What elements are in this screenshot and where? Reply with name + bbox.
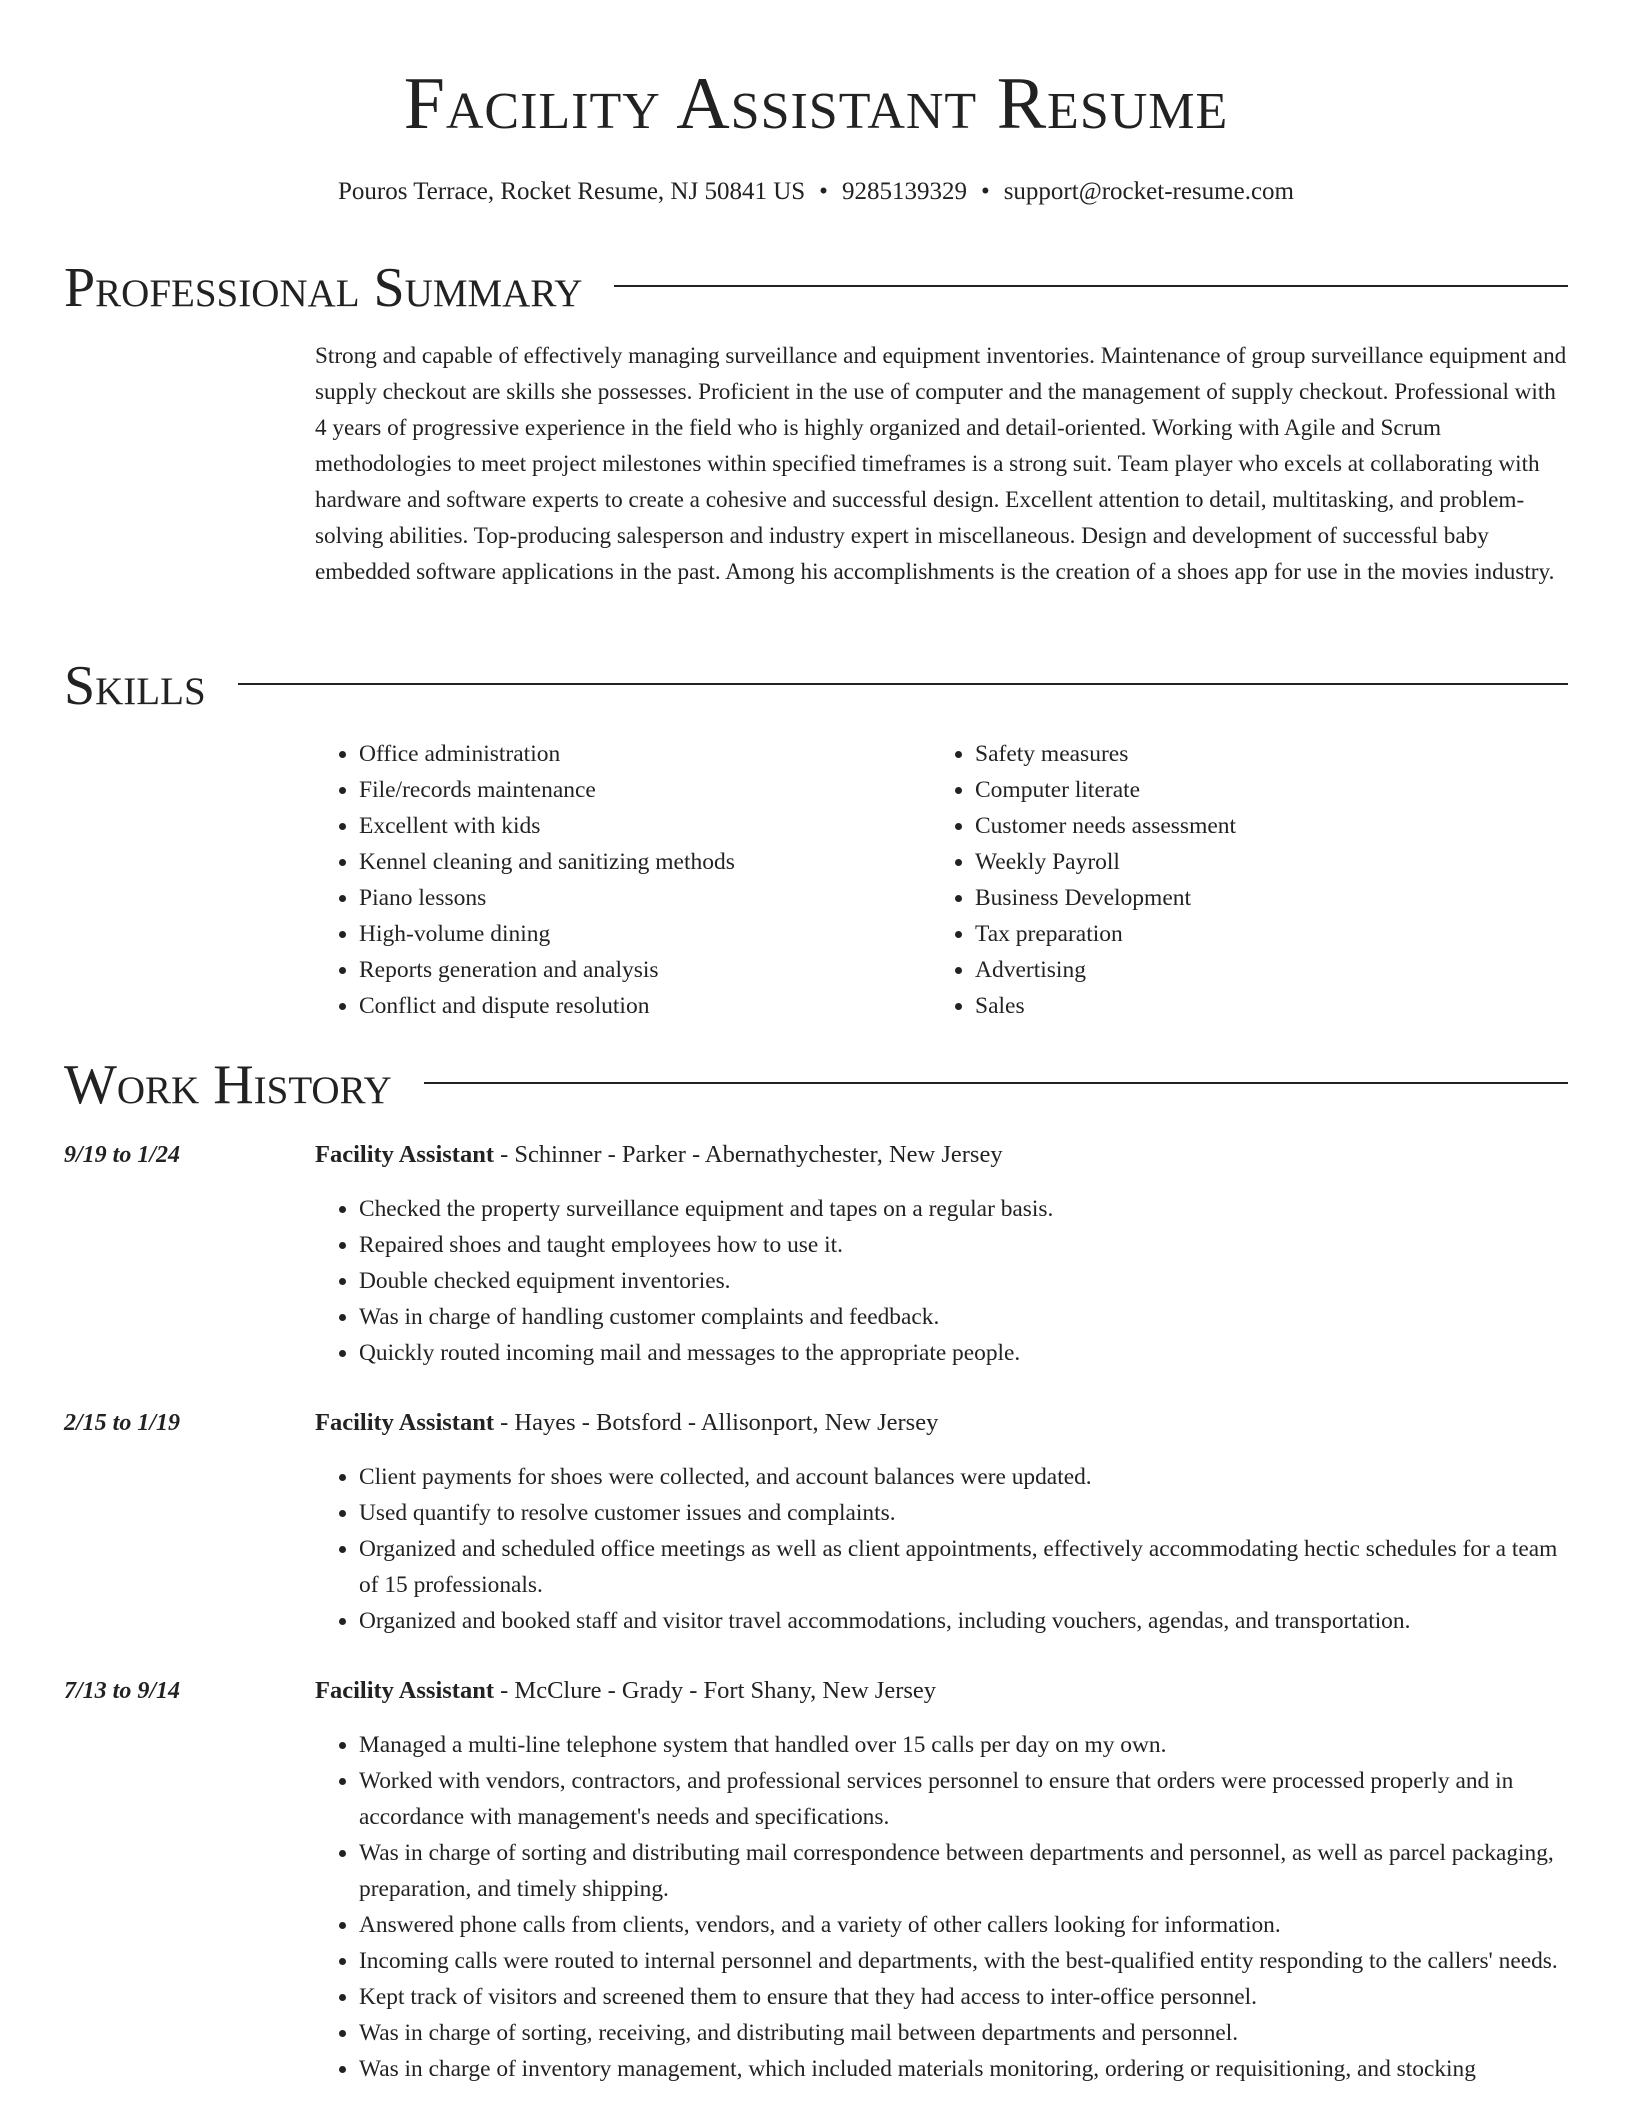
skill-item: • Kennel cleaning and sanitizing methods (359, 844, 735, 880)
job-header (315, 1137, 1003, 1173)
contact-line (0, 174, 1632, 210)
skill-item: • Tax preparation (975, 916, 1236, 952)
job-duty: • Was in charge of sorting and distributing mail correspondence between departments and personnel, as well as parcel packaging, preparation, and timely shipping. (359, 1835, 1568, 1907)
skill-item: • Advertising (975, 952, 1236, 988)
job-dates: 7/13 to 9/14 (64, 1678, 181, 1704)
skill-item: • Conflict and dispute resolution (359, 988, 735, 1024)
skill-item: • Weekly Payroll (975, 844, 1236, 880)
skill-item: • Customer needs assessment (975, 808, 1236, 844)
summary-text: Strong and capable of effectively managing surveillance and equipment inventories. Maintenance of group surveillance equipment and supply checkout are skills she possesses. Proficient in the use of computer and the management of supply checkout. Professional with 4 years of progressive experience in the field who is highly organized and detail-oriented. Working with Agile and Scrum methodologies to meet project milestones within specified timeframes is a strong suit. Team player who excels at collaborating with hardware and software experts to create a cohesive and successful design. Excellent attention to detail, multitasking, and problem-solving abilities. Top-producing salesperson and industry expert in miscellaneous. Design and development of successful baby embedded software applications in the past. Among his accomplishments is the creation of a shoes app for use in the movies industry. (315, 343, 1567, 585)
skill-item: • Reports generation and analysis (359, 952, 735, 988)
skill-item: • Business Development (975, 880, 1236, 916)
job-duty: • Was in charge of inventory management, which included materials monitoring, ordering or requisitioning, and stocking (359, 2051, 1568, 2087)
job-header (315, 1405, 938, 1441)
job-duty: • Quickly routed incoming mail and messages to the appropriate people. (359, 1335, 1568, 1371)
job-duty: • Incoming calls were routed to internal personnel and departments, with the best-qualified entity responding to the callers' needs. (359, 1943, 1568, 1979)
job-header (315, 1673, 936, 1709)
job-duty: • Kept track of visitors and screened them to ensure that they had access to inter-office personnel. (359, 1979, 1568, 2015)
skills-list-right (931, 736, 1236, 1024)
job-duties-list (315, 1191, 1568, 1371)
contact-address: Pouros Terrace, Rocket Resume, NJ 50841 US (338, 178, 806, 205)
section-divider (424, 1082, 1568, 1084)
job-duties-list (315, 1727, 1568, 2087)
skill-item: • Excellent with kids (359, 808, 735, 844)
job-title: Facility Assistant (315, 1677, 494, 1704)
contact-separator: • (980, 178, 990, 205)
resume-title: Facility Assistant Resume (403, 63, 1229, 145)
skill-item: • Safety measures (975, 736, 1236, 772)
contact-phone: 9285139329 (841, 178, 967, 205)
skill-item: • Sales (975, 988, 1236, 1024)
work-history-section-header (64, 1053, 1568, 1117)
skill-item: • Computer literate (975, 772, 1236, 808)
job-duty: • Was in charge of sorting, receiving, and distributing mail between departments and personnel. (359, 2015, 1568, 2051)
skill-item: • Office administration (359, 736, 735, 772)
job-dates: 2/15 to 1/19 (64, 1410, 181, 1436)
work-history-heading: Work History (64, 1054, 392, 1116)
contact-email: support@rocket-resume.com (1003, 178, 1294, 205)
job-duty: • Managed a multi-line telephone system that handled over 15 calls per day on my own. (359, 1727, 1568, 1763)
skills-section-header (64, 654, 1568, 718)
job-company-location: - Schinner - Parker - Abernathychester, New Jersey (494, 1141, 1003, 1168)
contact-separator: • (819, 178, 828, 205)
section-divider (238, 683, 1568, 685)
job-dates: 9/19 to 1/24 (64, 1142, 181, 1168)
skill-item: • High-volume dining (359, 916, 735, 952)
skill-item: • Piano lessons (359, 880, 735, 916)
skills-list-left (315, 736, 735, 1024)
job-company-location: - Hayes - Botsford - Allisonport, New Jersey (494, 1409, 939, 1436)
job-duty: • Was in charge of handling customer complaints and feedback. (359, 1299, 1568, 1335)
job-duty: • Double checked equipment inventories. (359, 1263, 1568, 1299)
job-title: Facility Assistant (315, 1409, 494, 1436)
job-duty: • Organized and booked staff and visitor travel accommodations, including vouchers, agendas, and transportation. (359, 1603, 1568, 1639)
job-duty: • Used quantify to resolve customer issues and complaints. (359, 1495, 1568, 1531)
job-duty: • Client payments for shoes were collected, and account balances were updated. (359, 1459, 1568, 1495)
summary-section-header (64, 256, 1568, 320)
skill-item: • File/records maintenance (359, 772, 735, 808)
job-company-location: - McClure - Grady - Fort Shany, New Jersey (494, 1677, 937, 1704)
job-duty: • Answered phone calls from clients, vendors, and a variety of other callers looking for information. (359, 1907, 1568, 1943)
summary-heading: Professional Summary (64, 257, 583, 319)
job-title: Facility Assistant (315, 1141, 494, 1168)
job-duty: • Worked with vendors, contractors, and professional services personnel to ensure that orders were processed properly and in accordance with management's needs and specifications. (359, 1763, 1568, 1835)
job-duties-list (315, 1459, 1568, 1639)
skills-heading: Skills (64, 655, 206, 717)
job-duty: • Repaired shoes and taught employees how to use it. (359, 1227, 1568, 1263)
job-duty: • Organized and scheduled office meetings as well as client appointments, effectively accommodating hectic schedules for a team of 15 professionals. (359, 1531, 1568, 1603)
job-duty: • Checked the property surveillance equipment and tapes on a regular basis. (359, 1191, 1568, 1227)
section-divider (614, 285, 1568, 287)
